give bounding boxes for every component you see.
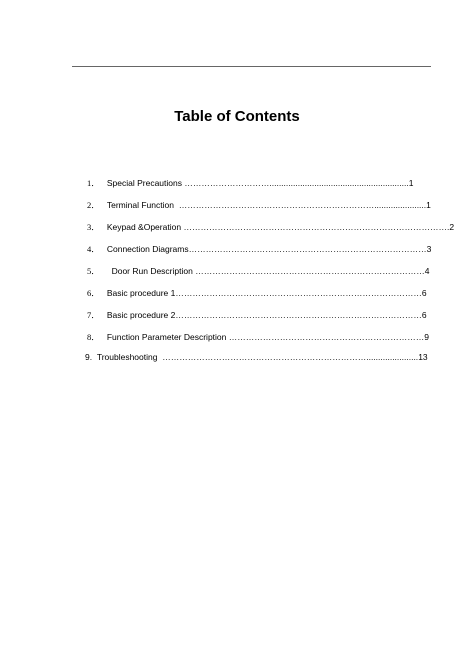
toc-text: Door Run Description bbox=[109, 266, 193, 276]
toc-number: 9. bbox=[85, 352, 93, 362]
toc-text: Connection Diagrams bbox=[106, 244, 189, 254]
toc-leader: ………………………………………………………………………… bbox=[188, 244, 427, 254]
toc-number: 3． bbox=[87, 222, 100, 232]
toc-number: 5． bbox=[87, 266, 100, 276]
toc-text: Special Precautions bbox=[106, 178, 182, 188]
toc-page: 4 bbox=[424, 266, 430, 276]
toc-text: Basic procedure 2 bbox=[106, 310, 176, 320]
toc-leader: …………………………........................................................... bbox=[184, 178, 409, 188]
toc-number: 1． bbox=[87, 178, 100, 188]
toc-text: Function Parameter Description bbox=[106, 332, 227, 342]
toc-page: 2 bbox=[449, 222, 455, 232]
toc-number: 6． bbox=[87, 288, 100, 298]
toc-text: Keypad &Operation bbox=[106, 222, 182, 232]
header-rule bbox=[72, 66, 431, 67]
toc-number: 4． bbox=[87, 244, 100, 254]
toc-number: 7． bbox=[87, 310, 100, 320]
toc-page: 9 bbox=[424, 332, 429, 342]
toc-page: 6 bbox=[421, 310, 427, 320]
toc-leader: …………………………………………………………… bbox=[228, 332, 425, 342]
toc-page: 1 bbox=[408, 178, 414, 188]
toc-entry-4[interactable] bbox=[87, 244, 431, 254]
toc-leader: …………………………………………………………………………… bbox=[175, 310, 422, 320]
toc-page: 3 bbox=[426, 244, 432, 254]
toc-leader: ……………………………………………………………………… bbox=[195, 266, 425, 276]
page-title: Table of Contents bbox=[174, 108, 300, 125]
toc-entry-9[interactable] bbox=[85, 352, 428, 362]
toc-page: 1 bbox=[426, 200, 431, 210]
toc-entry-3[interactable] bbox=[87, 222, 454, 232]
toc-entry-2[interactable] bbox=[87, 200, 431, 210]
toc-entry-6[interactable] bbox=[87, 288, 427, 298]
toc-entry-7[interactable] bbox=[87, 310, 427, 320]
toc-text: Terminal Function bbox=[106, 200, 174, 210]
toc-number: 2． bbox=[87, 200, 100, 210]
toc-leader: …………………………………………………………………………………. bbox=[183, 222, 450, 232]
toc-leader: ……………………………………………………………...................... bbox=[178, 200, 427, 210]
toc-number: 8． bbox=[87, 332, 100, 342]
toc-entry-1[interactable] bbox=[87, 178, 413, 188]
toc-text: Troubleshooting bbox=[96, 352, 158, 362]
toc-leader: …………………………………………………………………………… bbox=[175, 288, 422, 298]
toc-text: Basic procedure 1 bbox=[106, 288, 176, 298]
toc-entry-8[interactable] bbox=[87, 332, 429, 342]
toc-page: 13 bbox=[418, 352, 428, 362]
toc-page: 6 bbox=[421, 288, 427, 298]
toc-leader: ………………………………………………………………...................... bbox=[162, 352, 419, 362]
toc-entry-5[interactable] bbox=[87, 266, 429, 276]
